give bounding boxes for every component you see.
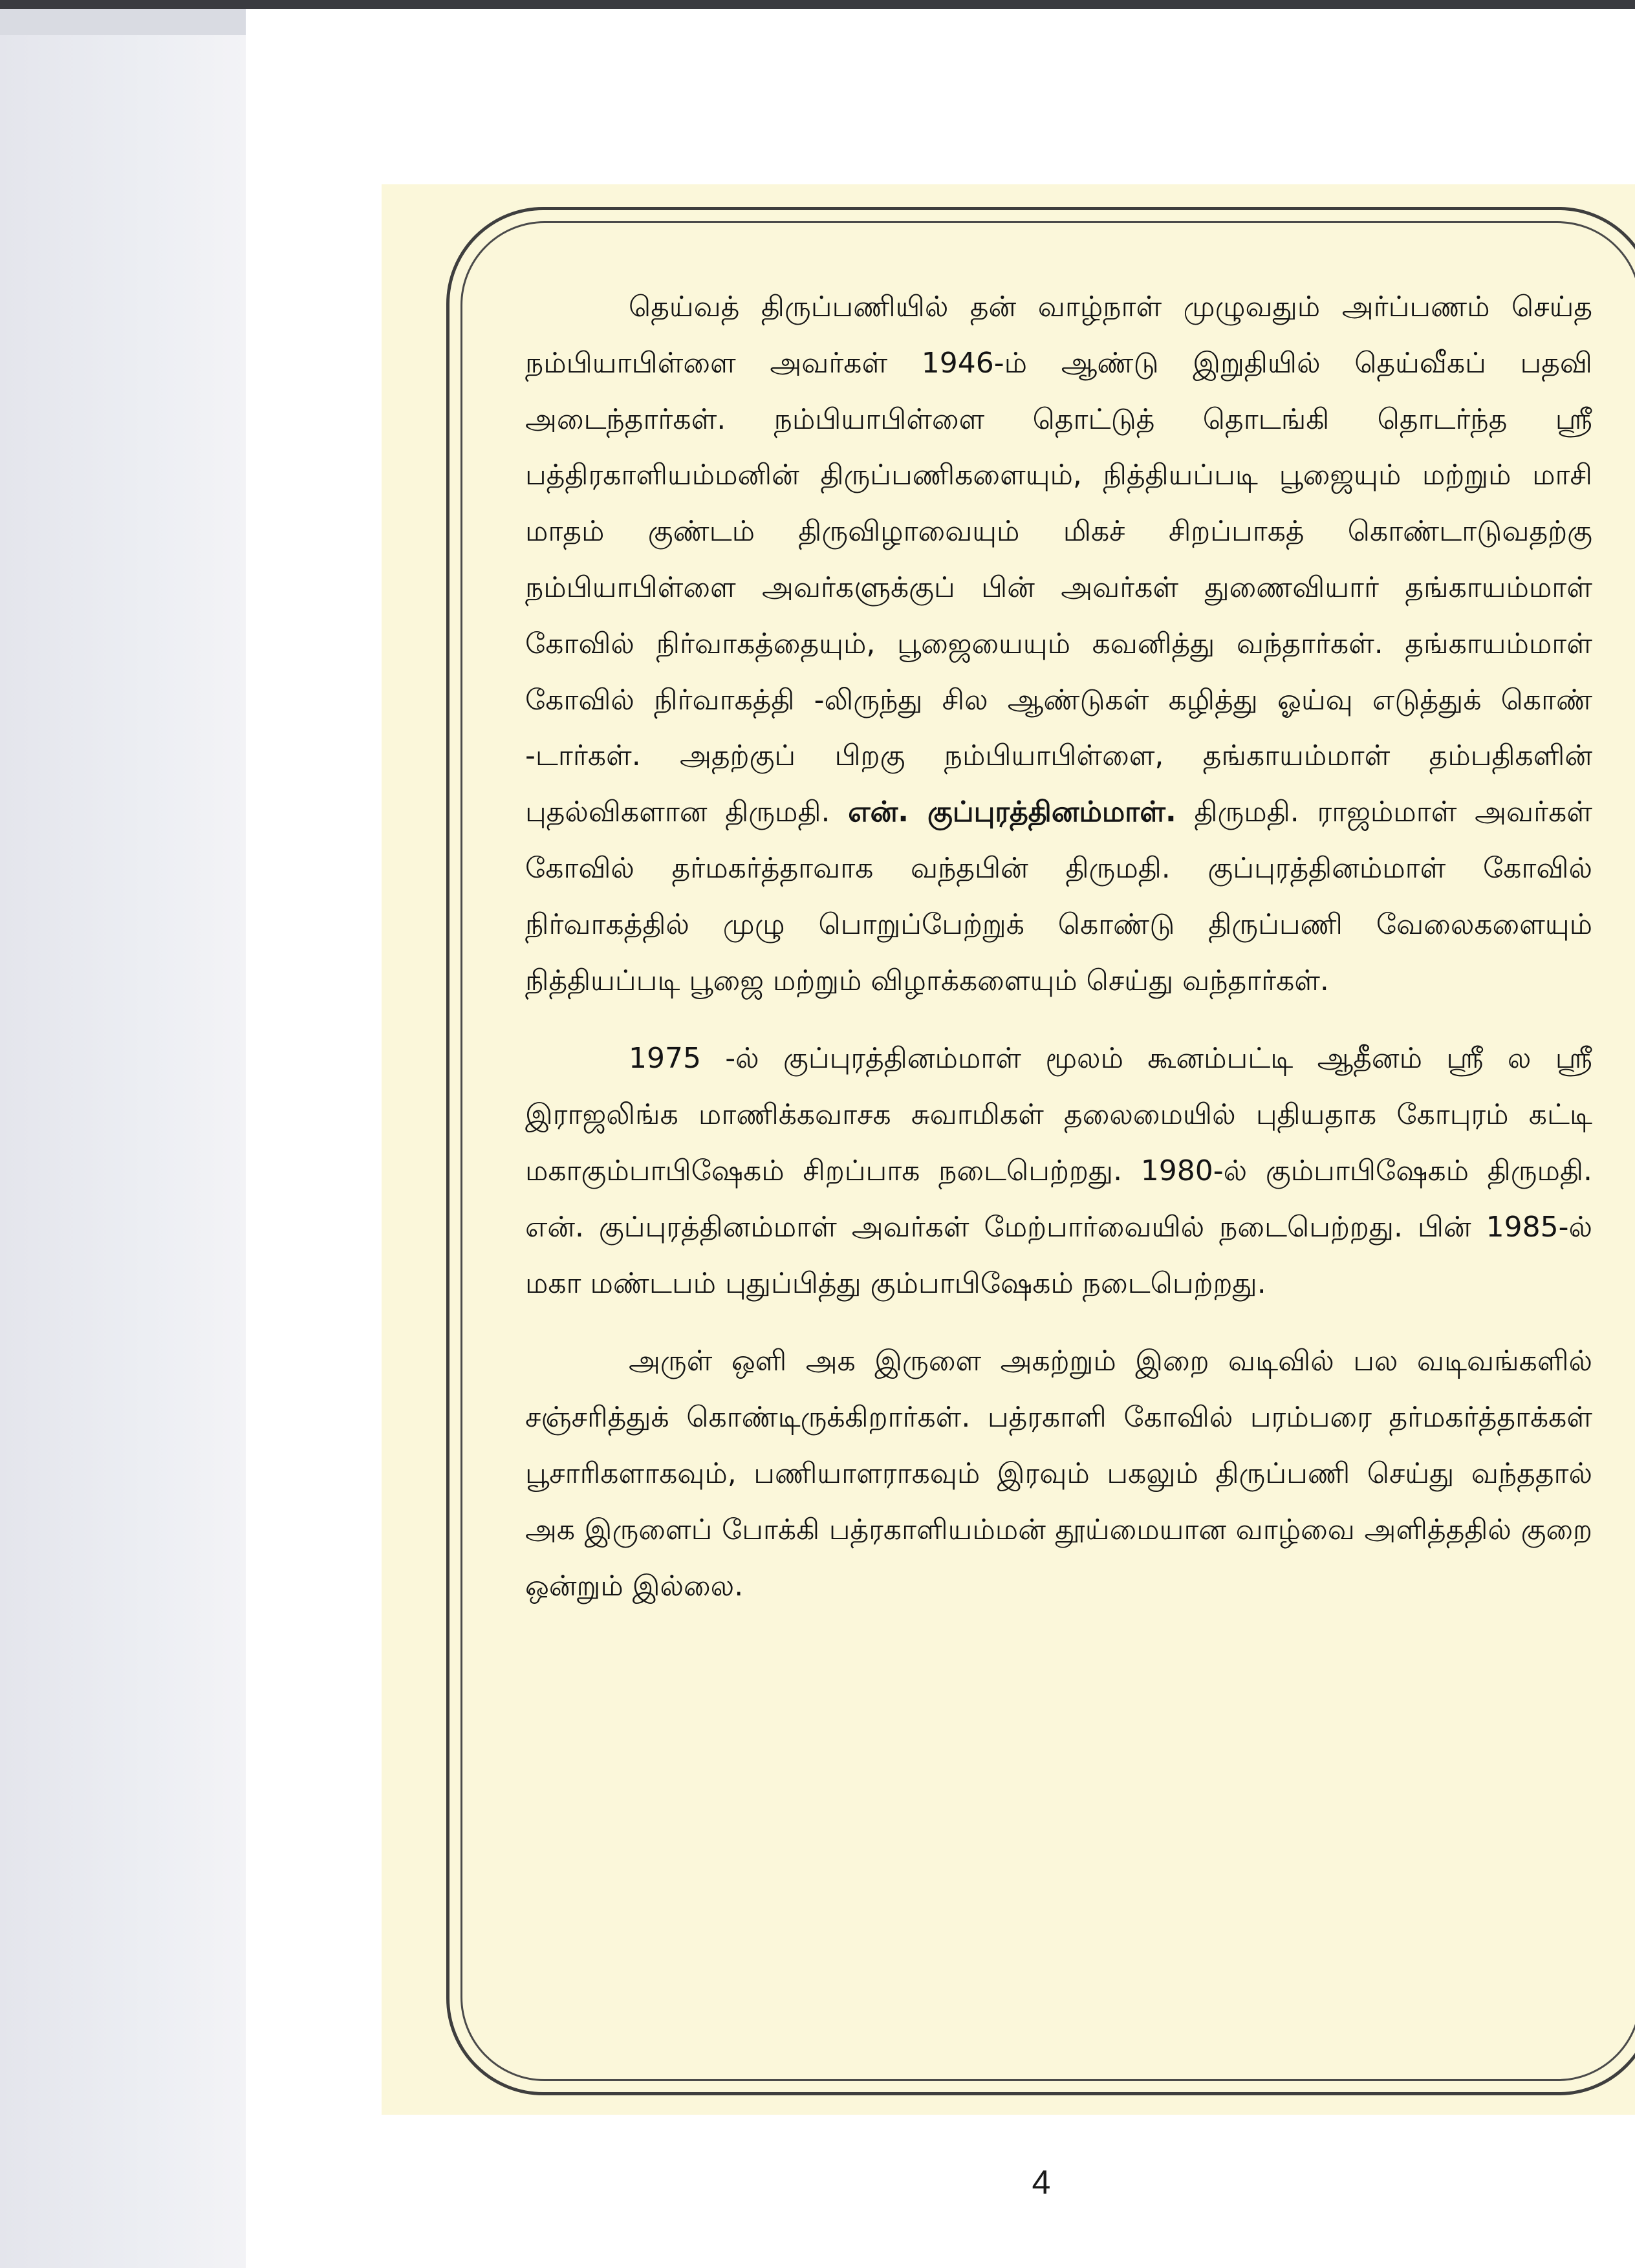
scan-edge-top (0, 0, 1635, 9)
paragraph-1-text: தெய்வத் திருப்பணியில் தன் வாழ்நாள் முழுவதும் அர்ப்பணம் செய்த நம்பியாபிள்ளை அவர்கள் 1946-ம் ஆண்டு இறுதியில் தெய்வீகப் பதவி அடைந்தார்கள். நம்பியாபிள்ளை தொட்டுத் தொடங்கி தொடர்ந்த ஸ்ரீ பத்திரகாளியம்மனின் திருப்பணிகளையும், நித்தியப்படி பூஜையும் மற்றும் மாசி மாதம் குண்டம் திருவிழாவையும் மிகச் சிறப்பாகத் கொண்டாடுவதற்கு நம்பியாபிள்ளை அவர்களுக்குப் பின் அவர்கள் துணைவியார் தங்காயம்மாள் கோவில் நிர்வாகத்தையும், பூஜையையும் கவனித்து வந்தார்கள். தங்காயம்மாள் கோவில் நிர்வாகத்தி -லிருந்து சில ஆண்டுகள் கழித்து ஓய்வு எடுத்துக் கொண் -டார்கள். அதற்குப் பிறகு நம்பியாபிள்ளை, தங்காயம்மாள் தம்பதிகளின் புதல்விகளான திருமதி. (525, 290, 1592, 829)
scan-background-left (0, 0, 246, 2268)
paragraph-2: 1975 -ல் குப்புரத்தினம்மாள் மூலம் கூனம்பட்டி ஆதீனம் ஸ்ரீ ல ஸ்ரீ இராஜலிங்க மாணிக்கவாசக சுவாமிகள் தலைமையில் புதியதாக கோபுரம் கட்டி மகாகும்பாபிஷேகம் சிறப்பாக நடைபெற்றது. 1980-ல் கும்பாபிஷேகம் திருமதி. என். குப்புரத்தினம்மாள் அவர்கள் மேற்பார்வையில் நடைபெற்றது. பின் 1985-ல் மகா மண்டபம் புதுப்பித்து கும்பாபிஷேகம் நடைபெற்றது. (525, 1042, 1592, 1300)
page-body (525, 279, 1592, 1614)
paragraph-1 (525, 279, 1592, 1009)
highlighted-name: என். குப்புரத்தினம்மாள். (848, 795, 1176, 829)
paragraph-3: அருள் ஒளி அக இருளை அகற்றும் இறை வடிவில் பல வடிவங்களில் சஞ்சரித்துக் கொண்டிருக்கிறார்கள். பத்ரகாளி கோவில் பரம்பரை தர்மகர்த்தாக்கள் பூசாரிகளாகவும், பணியாளராகவும் இரவும் பகலும் திருப்பணி செய்து வந்ததால் அக இருளைப் போக்கி பத்ரகாளியம்மன் தூய்மையான வாழ்வை அளித்ததில் குறை ஒன்றும் இல்லை. (525, 1345, 1592, 1603)
page-number: 4 (1032, 2164, 1051, 2201)
paragraph-1-text-continued: திருமதி. ராஜம்மாள் அவர்கள் கோவில் தர்மகர்த்தாவாக வந்தபின் திருமதி. குப்புரத்தினம்மாள் கோவில் நிர்வாகத்தில் முழு பொறுப்பேற்றுக் கொண்டு திருப்பணி வேலைகளையும் நித்தியப்படி பூஜை மற்றும் விழாக்களையும் செய்து வந்தார்கள். (525, 795, 1592, 997)
scan-edge-topleft (0, 9, 246, 35)
